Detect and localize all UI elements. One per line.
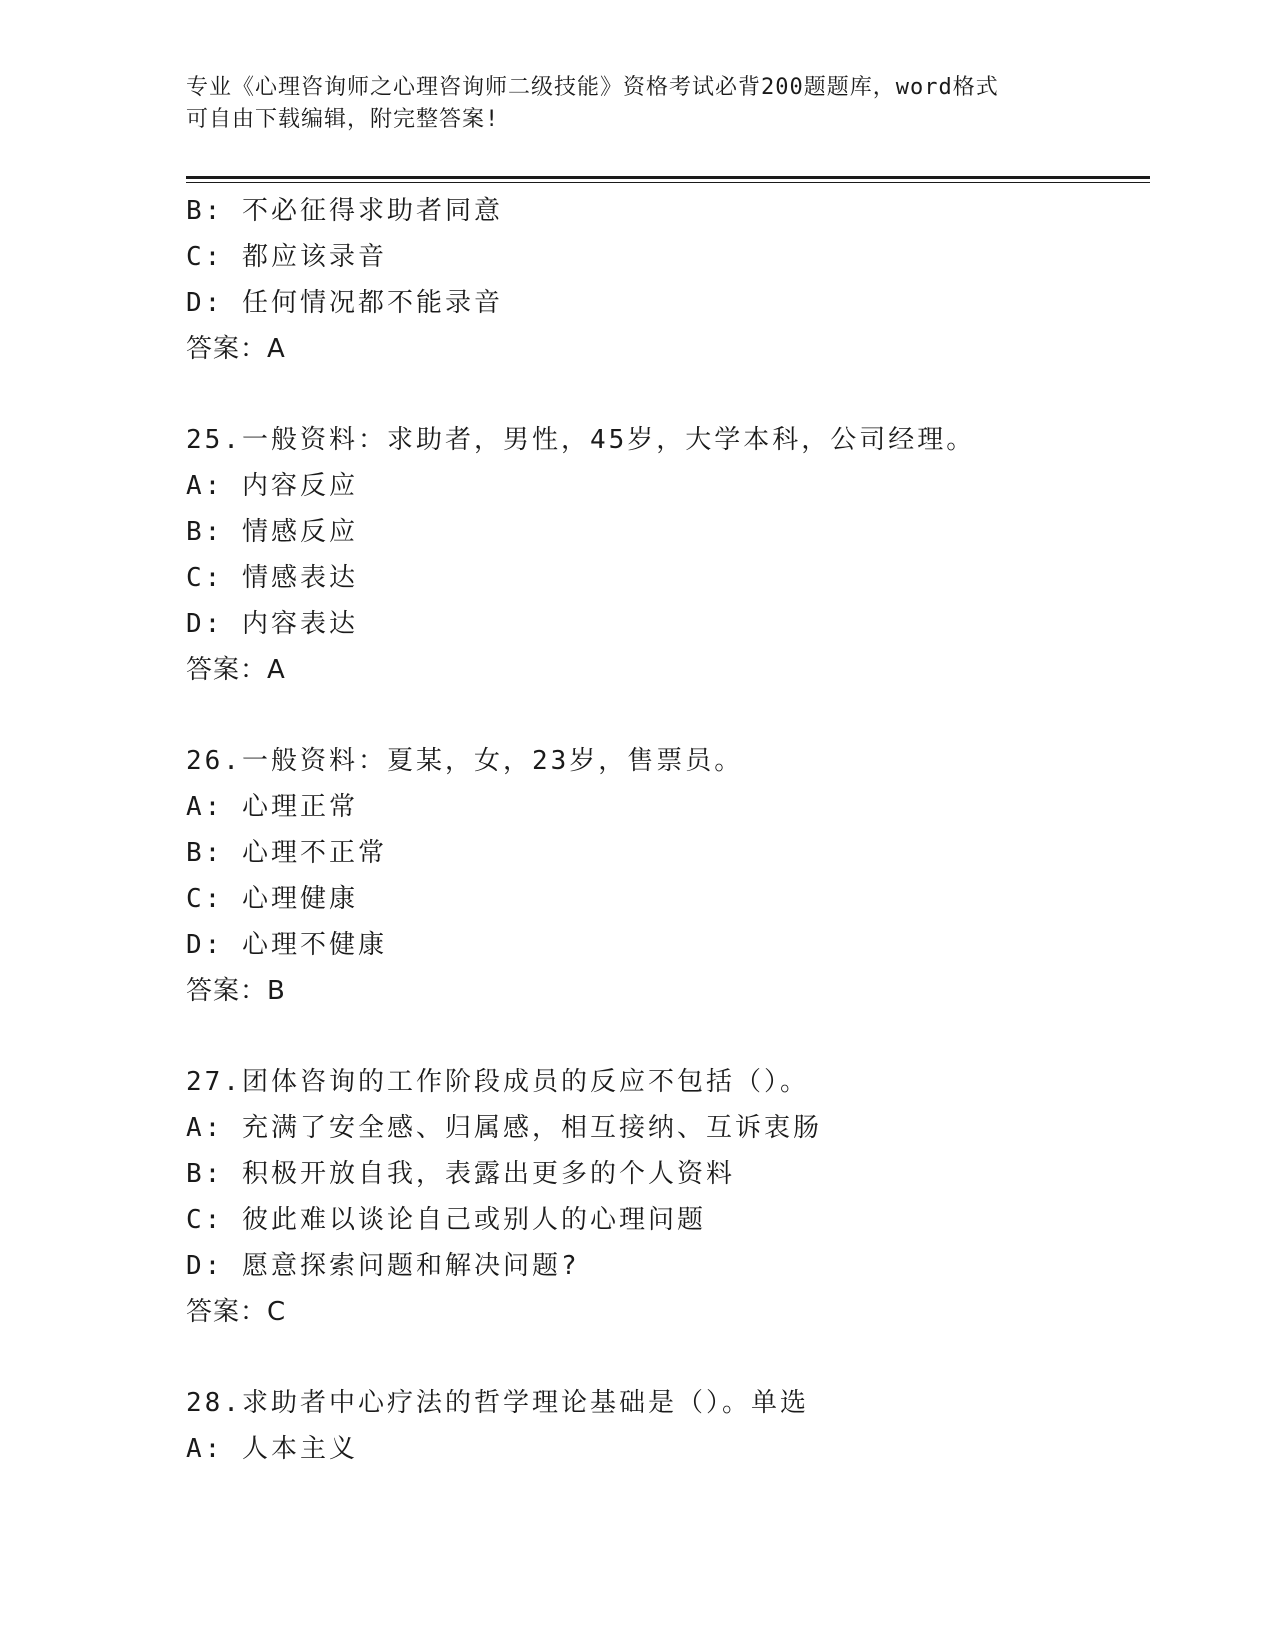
option-d: D: 心理不健康 (186, 930, 387, 960)
question-26 (186, 738, 1150, 1014)
option-a: A: 人本主义 (186, 1434, 358, 1464)
question-24-tail (186, 188, 1150, 372)
option-a: A: 内容反应 (186, 471, 358, 501)
answer: 答案：A (186, 655, 286, 685)
question-stem: 25.一般资料：求助者，男性，45岁，大学本科，公司经理。 (186, 425, 976, 455)
header-rule-thin (186, 182, 1150, 183)
answer: 答案：C (186, 1297, 287, 1327)
spacer (186, 1335, 1150, 1380)
option-d: D: 任何情况都不能录音 (186, 288, 503, 318)
option-c: C: 彼此难以谈论自己或别人的心理问题 (186, 1205, 706, 1235)
question-28 (186, 1380, 1150, 1472)
option-b: B: 不必征得求助者同意 (186, 196, 503, 226)
spacer (186, 372, 1150, 417)
option-a: A: 充满了安全感、归属感，相互接纳、互诉衷肠 (186, 1113, 822, 1143)
option-a: A: 心理正常 (186, 792, 358, 822)
question-list (186, 188, 1150, 1472)
question-25 (186, 417, 1150, 693)
spacer (186, 1014, 1150, 1059)
option-b: B: 情感反应 (186, 517, 358, 547)
answer: 答案：B (186, 976, 286, 1006)
option-b: B: 积极开放自我，表露出更多的个人资料 (186, 1159, 735, 1189)
question-stem: 28.求助者中心疗法的哲学理论基础是（）。单选 (186, 1388, 809, 1418)
option-c: C: 心理健康 (186, 884, 358, 914)
option-d: D: 内容表达 (186, 609, 358, 639)
option-d: D: 愿意探索问题和解决问题? (186, 1251, 580, 1281)
document-header (186, 72, 1066, 136)
option-b: B: 心理不正常 (186, 838, 387, 868)
header-line-1: 专业《心理咨询师之心理咨询师二级技能》资格考试必背200题题库，word格式 (186, 75, 999, 100)
header-rule-thick (186, 176, 1150, 179)
question-stem: 26.一般资料：夏某，女，23岁，售票员。 (186, 746, 744, 776)
header-line-2: 可自由下载编辑，附完整答案! (186, 107, 500, 132)
question-stem: 27.团体咨询的工作阶段成员的反应不包括（）。 (186, 1067, 809, 1097)
option-c: C: 情感表达 (186, 563, 358, 593)
spacer (186, 693, 1150, 738)
answer: 答案：A (186, 334, 286, 364)
option-c: C: 都应该录音 (186, 242, 387, 272)
question-27 (186, 1059, 1150, 1335)
